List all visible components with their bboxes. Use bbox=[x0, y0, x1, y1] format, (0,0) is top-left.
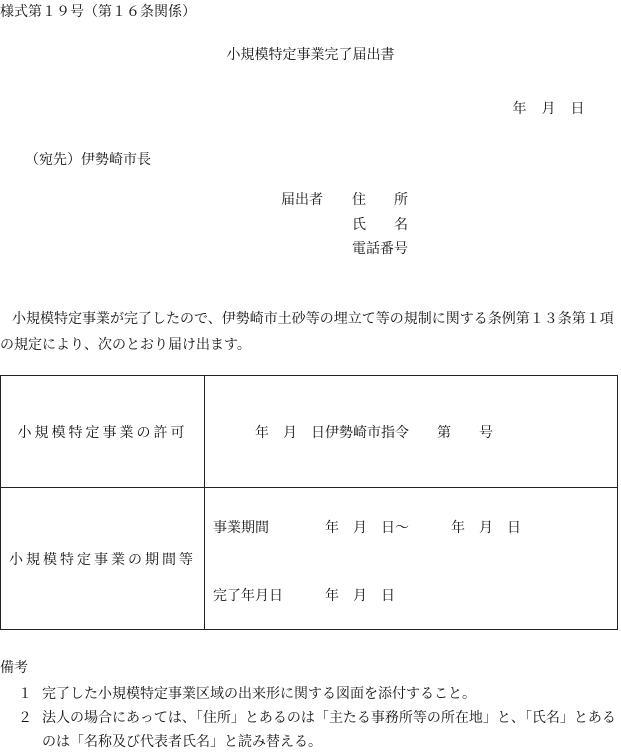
phone-label: 電話番号 bbox=[352, 241, 408, 257]
form-number: 様式第１９号（第１６条関係） bbox=[0, 4, 196, 20]
note-number: ２ bbox=[18, 710, 32, 726]
table-row bbox=[1, 488, 618, 630]
list-item bbox=[0, 706, 621, 754]
address-label: 住 所 bbox=[352, 192, 408, 208]
completion-date: 完了年月日 年 月 日 bbox=[213, 587, 395, 604]
addressee: （宛先）伊勢崎市長 bbox=[25, 152, 151, 168]
period-label: 小規模特定事業の期間等 bbox=[1, 488, 205, 630]
name-label: 氏 名 bbox=[352, 217, 408, 233]
document-title: 小規模特定事業完了届出書 bbox=[226, 47, 395, 63]
note-text: 完了した小規模特定事業区域の出来形に関する図面を添付すること。 bbox=[42, 686, 476, 702]
notes-title: 備考 bbox=[0, 660, 28, 676]
date-line: 年 月 日 bbox=[512, 101, 585, 117]
permit-label: 小規模特定事業の許可 bbox=[1, 376, 205, 488]
period-value-cell bbox=[205, 488, 618, 630]
permit-value-cell bbox=[205, 376, 618, 488]
business-period: 事業期間 年 月 日～ 年 月 日 bbox=[213, 519, 521, 536]
note-number: １ bbox=[18, 686, 32, 702]
submitter-label: 届出者 bbox=[281, 192, 323, 208]
permit-value: 年 月 日伊勢崎市指令 第 号 bbox=[255, 424, 493, 441]
list-item bbox=[0, 682, 621, 706]
table-row bbox=[1, 376, 618, 488]
body-text: 小規模特定事業が完了したので、伊勢崎市土砂等の埋立て等の規制に関する条例第１３条第１項の規定により、次のとおり届け出ます。 bbox=[0, 311, 614, 353]
notes-list bbox=[0, 682, 621, 754]
note-text: 法人の場合にあっては、「住所」とあるのは「主たる事務所等の所在地」と、「氏名」とあるのは「名称及び代表者氏名」と読み替える。 bbox=[42, 710, 616, 750]
details-table bbox=[0, 375, 618, 630]
